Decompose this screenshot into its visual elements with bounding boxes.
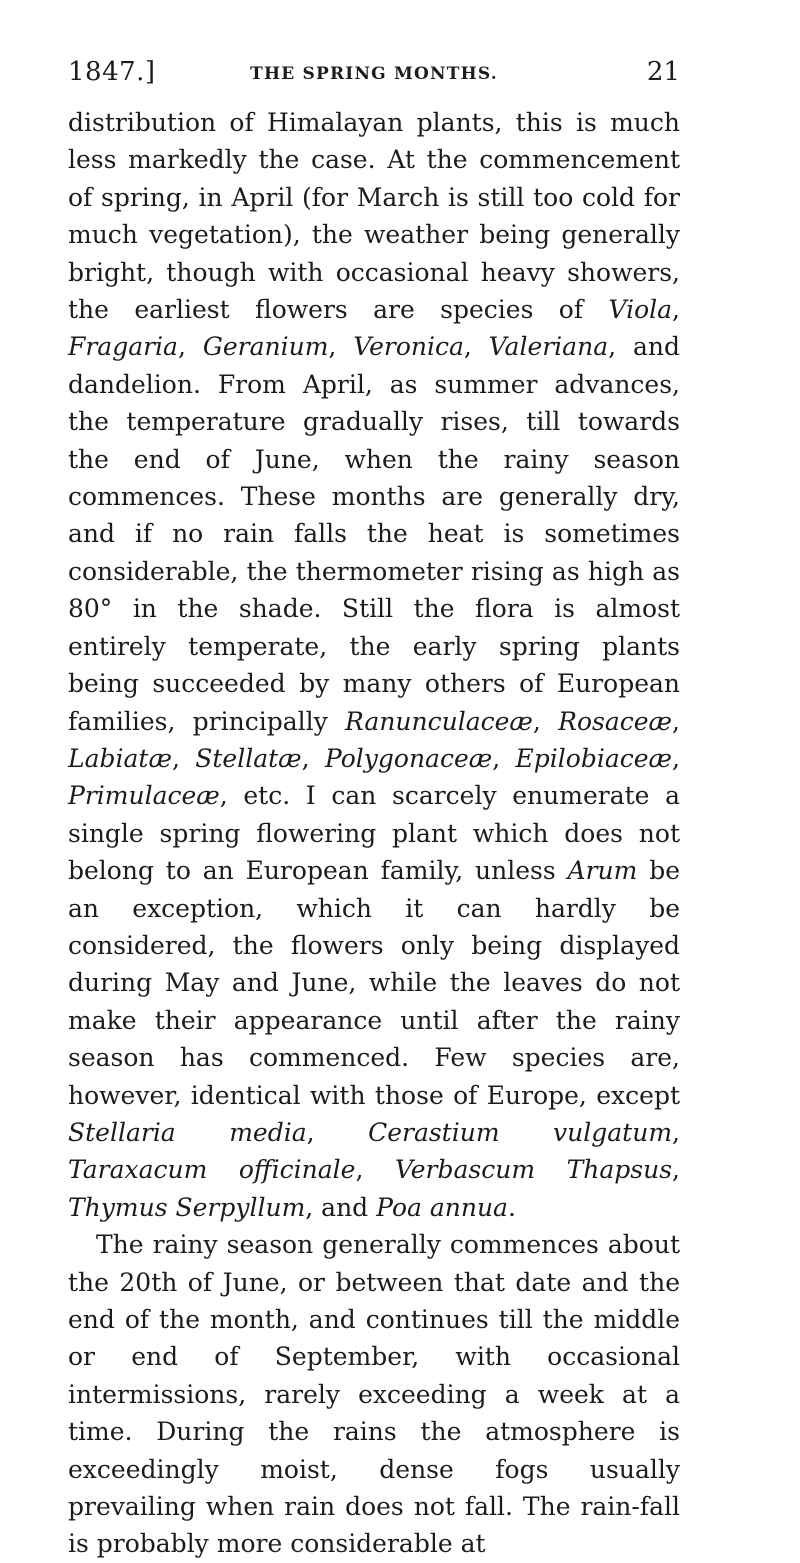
- text-run: ,: [672, 1155, 680, 1185]
- family-name: Polygonaceæ: [324, 743, 493, 773]
- text-run: ,: [306, 1117, 369, 1147]
- text-run: ,: [355, 1155, 395, 1185]
- text-run: ,: [328, 332, 354, 362]
- family-name: Primulaceæ: [68, 781, 220, 811]
- species-name: Viola: [608, 295, 673, 325]
- paragraph-2: The rainy season generally commences about the 20th of June, or between that date and the end of the month, and continues till the middle or end of September, with occasional intermissions, rarely exceeding a week at a time. During the rains the atmosphere is exceedingly moist, dense fogs usually prevailing when rain does not fall. The rain-fall is probably more considerable at: [68, 1230, 680, 1559]
- family-name: Labiatæ: [68, 743, 172, 773]
- text-run: ,: [672, 295, 680, 325]
- text-run: ,: [301, 743, 325, 773]
- header-year: 1847.]: [68, 57, 156, 87]
- family-name: Rosaceæ: [558, 706, 673, 736]
- text-run: distribution of Himalayan plants, this is much less markedly the case. At the commencement of spring, in April (for March is still too cold for much vegetation), the weather being generally bright, though with occasional heavy showers, the earliest flowers are species of: [68, 108, 680, 325]
- species-name: Verbascum Thapsus: [394, 1155, 673, 1185]
- text-run: .: [507, 1192, 516, 1222]
- species-name: Valeriana: [488, 332, 609, 362]
- species-name: Cerastium vulgatum: [368, 1117, 673, 1147]
- text-run: ,: [177, 332, 203, 362]
- running-header: [68, 52, 680, 92]
- family-name: Ranunculaceæ: [345, 706, 533, 736]
- text-run: ,: [463, 332, 489, 362]
- page-number: 21: [646, 57, 680, 87]
- species-name: Fragaria: [68, 332, 178, 362]
- species-name: Stellaria media: [68, 1117, 307, 1147]
- paragraph-1: [68, 104, 680, 1226]
- text-run: ,: [171, 743, 196, 773]
- body-text: [68, 104, 680, 1563]
- family-name: Epilobiaceæ: [515, 743, 673, 773]
- text-run: ,: [672, 743, 680, 773]
- species-name: Geranium: [202, 332, 329, 362]
- species-name: Poa annua: [376, 1192, 508, 1222]
- text-run: ,: [672, 1117, 680, 1147]
- text-run: , and dandelion. From April, as summer advances, the temperature gradually rises, till towards the end of June, when the rainy season commences. These months are generally dry, and if no rain falls the heat is sometimes considerable, the thermometer rising as high as 80° in the shade. Still the flora is almost entirely temperate, the early spring plants being succeeded by many others of European families, principally: [68, 332, 680, 736]
- text-run: ,: [672, 706, 680, 736]
- species-name: Veronica: [353, 332, 464, 362]
- text-run: , and: [305, 1192, 377, 1222]
- text-run: be an exception, which it can hardly be considered, the flowers only being displayed during May and June, while the leaves do not make their appearance until after the rainy season has commenced. Few species are, however, identical with those of Europe, except: [68, 856, 681, 1110]
- text-run: ,: [532, 706, 559, 736]
- species-name: Thymus Serpyllum: [68, 1192, 306, 1222]
- species-name: Taraxacum officinale: [68, 1155, 356, 1185]
- book-page: [68, 52, 680, 1563]
- family-name: Stellatæ: [195, 743, 302, 773]
- species-name: Arum: [567, 856, 638, 886]
- running-title: THE SPRING MONTHS.: [250, 64, 498, 84]
- text-run: ,: [492, 743, 516, 773]
- text-run: , etc. I can scarcely enumerate a single spring flowering plant which does not belong to an European family, unless: [68, 781, 680, 886]
